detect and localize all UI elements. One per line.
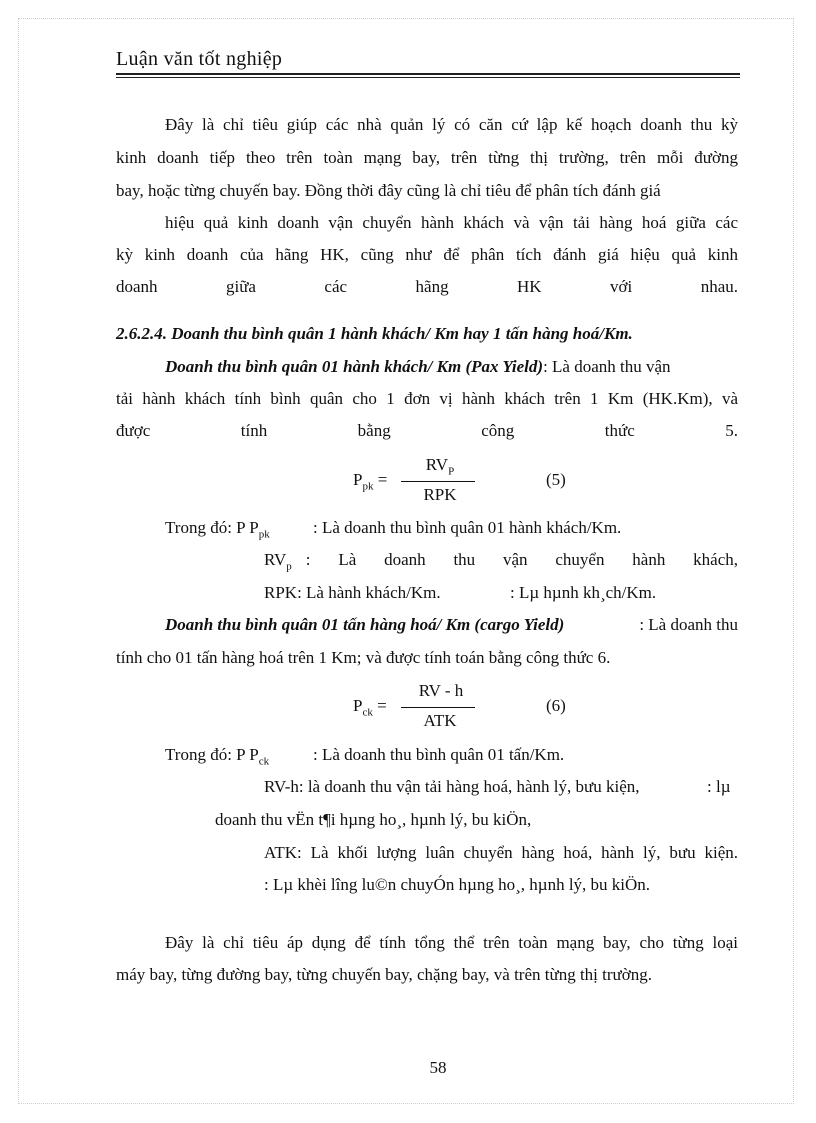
paragraph-line: bay, hoặc từng chuyến bay. Đồng thời đây cũng là chỉ tiêu để phân tích đánh giá — [116, 181, 661, 200]
where-atk: ATK: Là khối lượng luân chuyển hàng hoá, hành lý, bưu kiện. — [264, 843, 738, 862]
formula-numerator: RV - h — [418, 681, 464, 700]
where-desc-ck: : Là doanh thu bình quân 01 tấn/Km. — [313, 745, 565, 764]
where-clause-ck: Trong đó: P $P_{ck}$ — [165, 745, 270, 768]
paragraph-line: kỳ kinh doanh của hãng HK, cũng như để phân tích đánh giá hiệu quả kinh — [116, 245, 738, 264]
fraction-bar — [401, 707, 475, 708]
where-desc-pk: : Là doanh thu bình quân 01 hành khách/Km. — [313, 518, 622, 537]
formula-number: (5) — [546, 470, 566, 489]
where-clause-pk: Trong đó: P $P_{pk}$ — [165, 518, 270, 541]
formula-lhs: $P_{ck}$ = — [353, 696, 387, 719]
header-rule-thick — [116, 73, 740, 75]
where-rpk: RPK: Là hành khách/Km. — [264, 583, 441, 602]
page-number: 58 — [429, 1058, 447, 1077]
paragraph-line: tính cho 01 tấn hàng hoá trên 1 Km; và được tính toán bằng công thức 6. — [116, 648, 611, 667]
formula-denominator: RPK — [423, 485, 457, 504]
cargo-yield-intro: : Là doanh thu — [639, 615, 738, 634]
where-rvh-garbled: doanh thu vËn t¶i hµng ho¸, hµnh lý, bu kiÖn, — [215, 810, 532, 829]
pax-yield-definition — [165, 357, 671, 377]
where-rpk-garbled: : Lµ hµnh kh¸ch/Km. — [510, 583, 657, 602]
where-rvh-garbled-tail: : lµ — [707, 777, 731, 796]
pax-yield-intro: : Là doanh thu vận — [543, 357, 671, 376]
where-rvh: RV-h: là doanh thu vận tải hàng hoá, hành lý, bưu kiện, — [264, 777, 640, 796]
where-rvp: $RV_p$ : Là doanh thu vận chuyển hành khách, — [264, 550, 738, 573]
formula-lhs: $P_{pk}$ = — [353, 470, 388, 493]
running-header: Luận văn tốt nghiệp — [116, 48, 283, 70]
formula-numerator: $RV_P$ — [425, 455, 455, 478]
paragraph-line: Đây là chỉ tiêu giúp các nhà quản lý có căn cứ lập kế hoạch doanh thu kỳ — [165, 115, 738, 134]
fraction-bar — [401, 481, 475, 482]
paragraph-line: kinh doanh tiếp theo trên toàn mạng bay, trên từng thị trường, trên mỗi đường — [116, 148, 738, 167]
formula-number: (6) — [546, 696, 566, 715]
formula-6 — [353, 681, 583, 735]
cargo-yield-definition — [165, 615, 738, 635]
paragraph-line: hiệu quả kinh doanh vận chuyển hành khách và vận tải hàng hoá giữa các — [165, 213, 738, 232]
paragraph-line: doanh giữa các hãng HK với nhau. — [116, 277, 738, 296]
section-heading: 2.6.2.4. Doanh thu bình quân 1 hành khách/ Km hay 1 tấn hàng hoá/Km. — [116, 324, 633, 343]
paragraph-line: Đây là chỉ tiêu áp dụng để tính tổng thể trên toàn mạng bay, cho từng loại — [165, 933, 738, 952]
formula-5 — [353, 455, 583, 509]
pax-yield-term: Doanh thu bình quân 01 hành khách/ Km (Pax Yield) — [165, 357, 544, 376]
cargo-yield-term: Doanh thu bình quân 01 tấn hàng hoá/ Km (cargo Yield) — [165, 615, 565, 634]
formula-denominator: ATK — [423, 711, 457, 730]
paragraph-line: tải hành khách tính bình quân cho 1 đơn vị hành khách trên 1 Km (HK.Km), và — [116, 389, 738, 408]
header-rule-thin — [116, 77, 740, 78]
paragraph-line: được tính bằng công thức 5. — [116, 421, 738, 440]
paragraph-line: máy bay, từng đường bay, từng chuyến bay, chặng bay, và trên từng thị trường. — [116, 965, 652, 984]
where-atk-garbled: : Lµ khèi lîng lu©n chuyÓn hµng ho¸, hµnh lý, bu kiÖn. — [264, 875, 651, 894]
